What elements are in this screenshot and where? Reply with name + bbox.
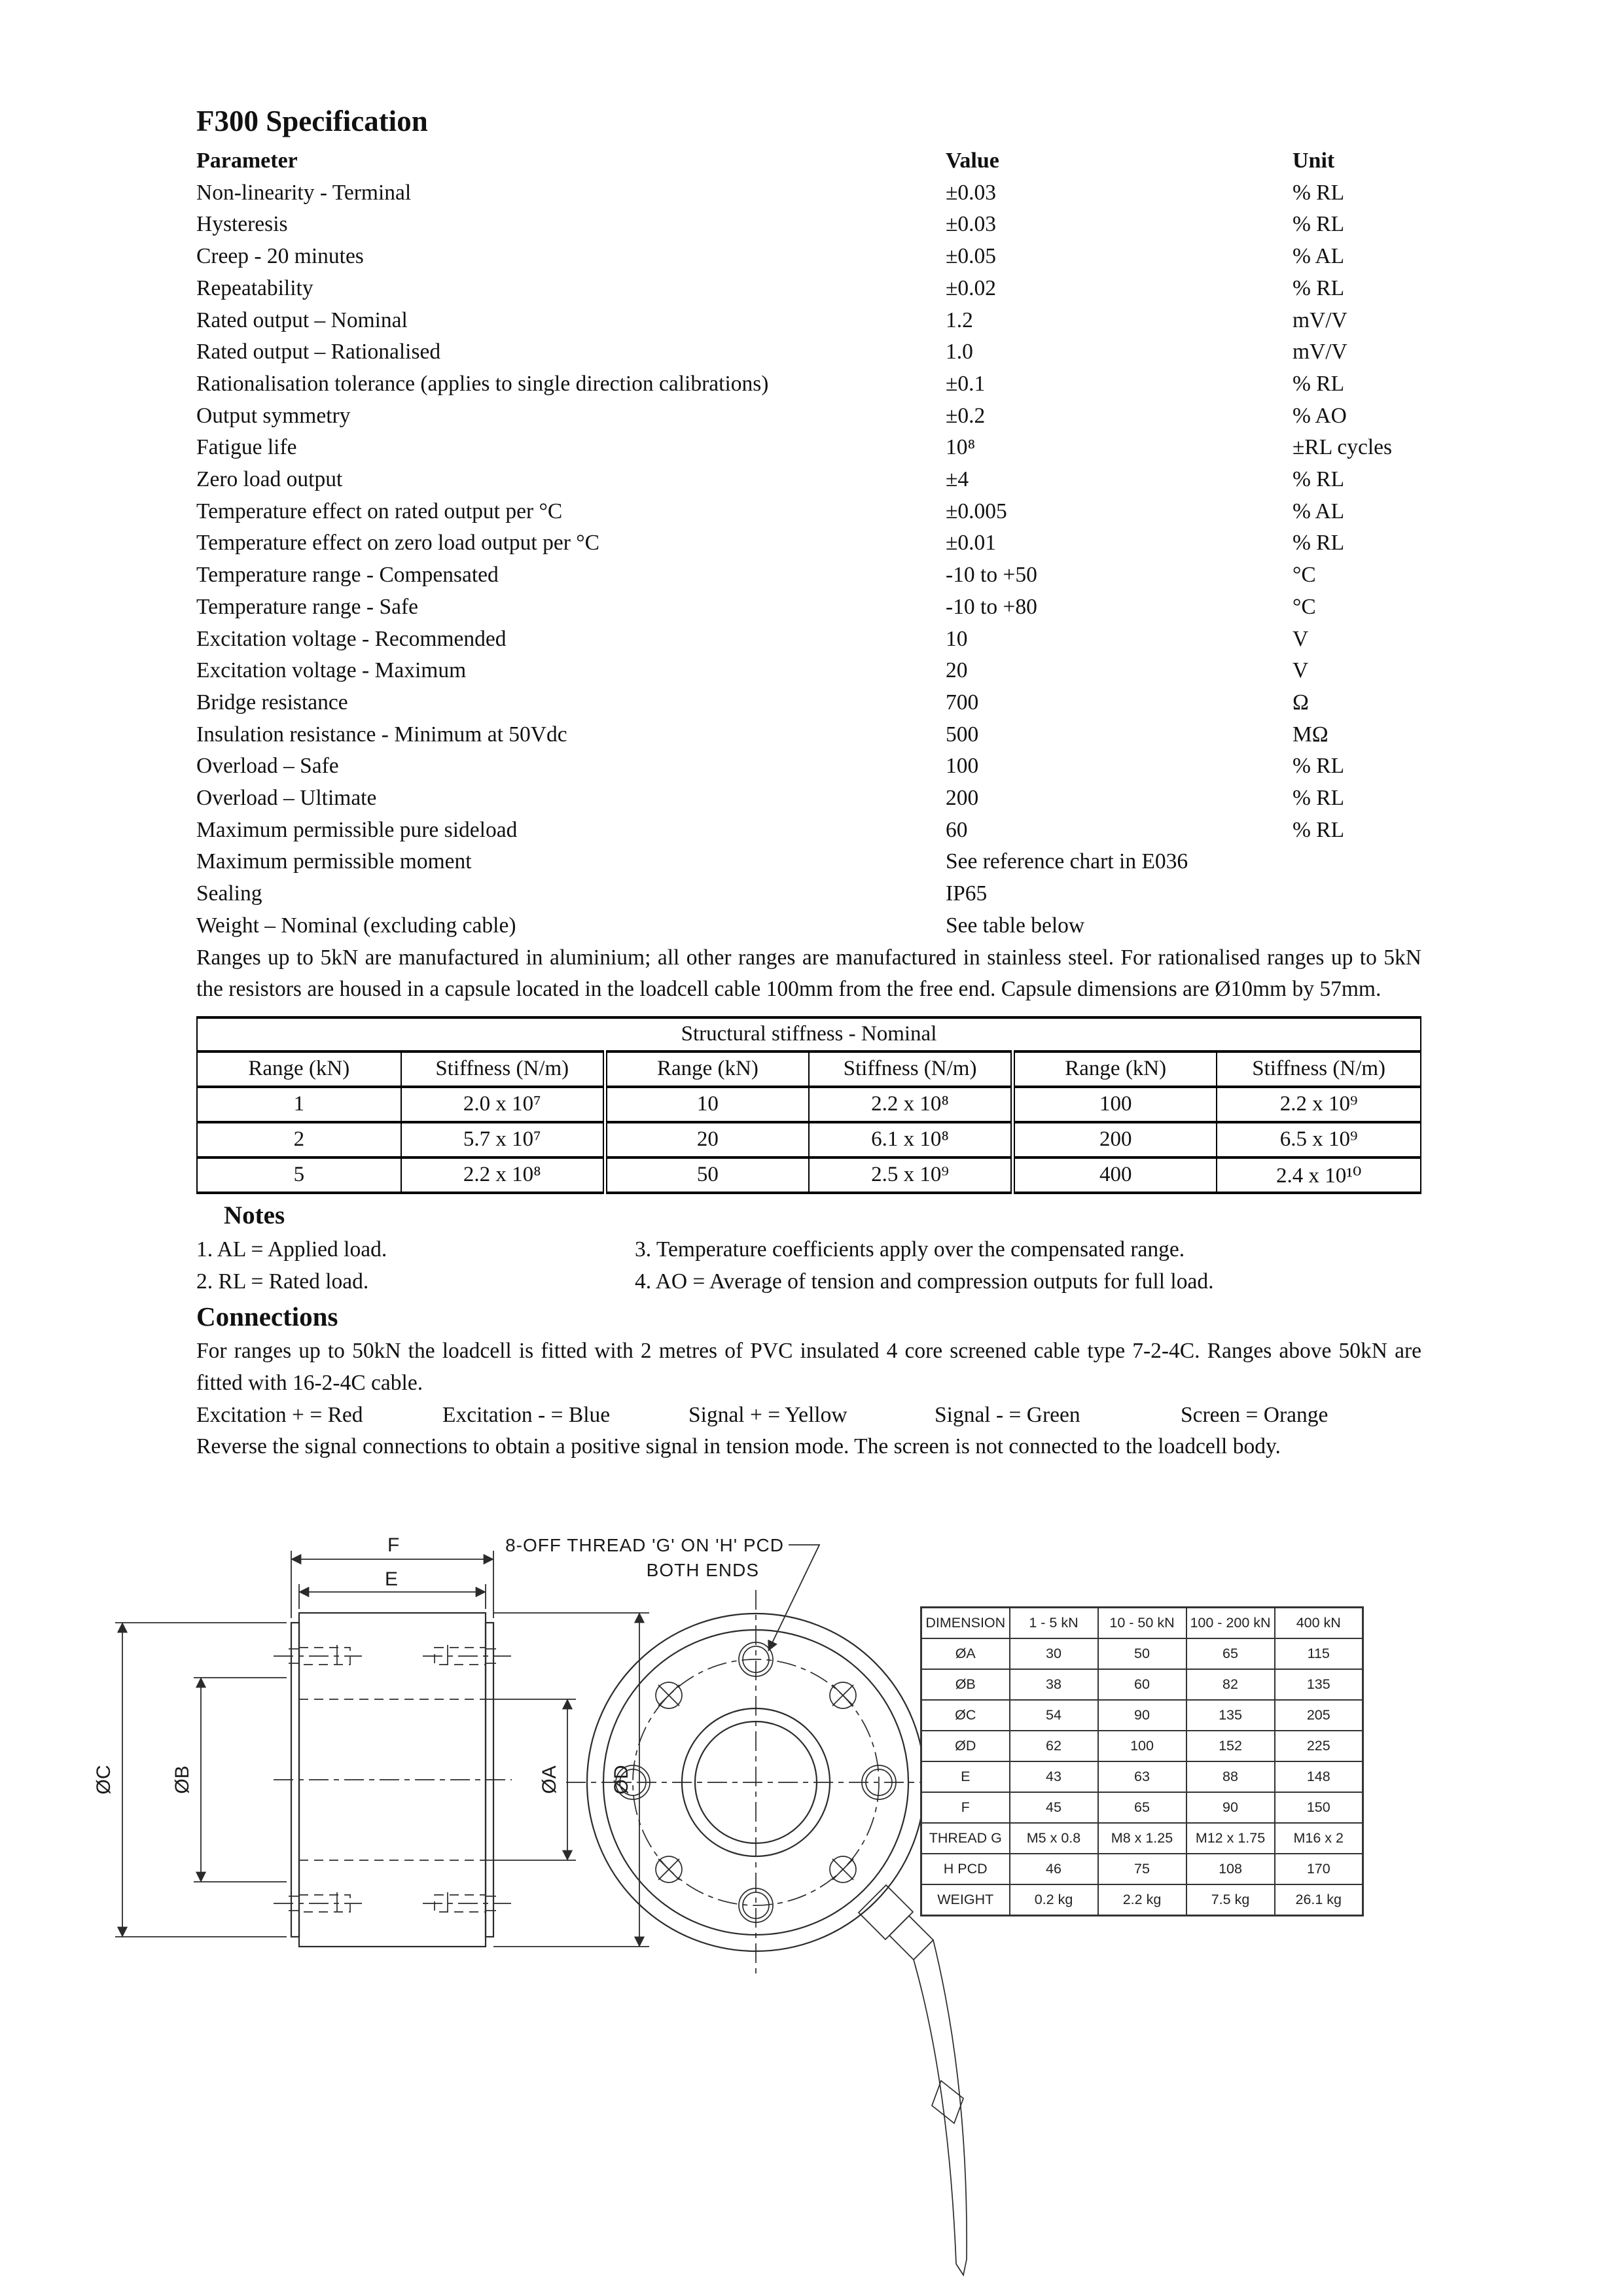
dimension-header-cell: 100 - 200 kN [1186, 1608, 1275, 1639]
stiffness-cell: 10 [605, 1087, 809, 1122]
spec-unit: % RL [1293, 817, 1345, 842]
note-item: 4. AO = Average of tension and compression outputs for full load. [635, 1269, 1214, 1294]
front-view [505, 1535, 967, 2275]
spec-value: -10 to +50 [946, 563, 1037, 588]
spec-row [196, 432, 1421, 464]
spec-unit: V [1293, 626, 1309, 651]
dimension-data-row [921, 1700, 1363, 1731]
spec-row [196, 783, 1421, 815]
dimension-cell: 26.1 kg [1275, 1884, 1363, 1916]
dimension-data-row [921, 1669, 1363, 1700]
dimension-cell: THREAD G [921, 1823, 1010, 1854]
stiffness-cell: 2.4 x 10¹⁰ [1217, 1157, 1421, 1193]
spec-parameter: Sealing [196, 881, 262, 906]
spec-value: ±0.03 [946, 180, 997, 205]
dim-label-OA: ØA [539, 1765, 560, 1794]
dimension-cell: F [921, 1792, 1010, 1823]
spec-parameter: Bridge resistance [196, 690, 348, 715]
dimension-data-row [921, 1792, 1363, 1823]
stiffness-header-cell: Stiffness (N/m) [1217, 1051, 1421, 1087]
wiring-item: Signal - = Green [935, 1403, 1080, 1428]
dimension-cell: ØB [921, 1669, 1010, 1700]
dimension-cell: 62 [1010, 1731, 1098, 1761]
note-item: 1. AL = Applied load. [196, 1237, 387, 1262]
spec-row [196, 177, 1421, 209]
spec-parameter: Rationalisation tolerance (applies to single direction calibrations) [196, 371, 769, 396]
stiffness-cell: 5.7 x 10⁷ [401, 1122, 605, 1157]
stiffness-header-cell: Stiffness (N/m) [809, 1051, 1013, 1087]
stiffness-header-cell: Stiffness (N/m) [401, 1051, 605, 1087]
dimension-cell: 148 [1275, 1761, 1363, 1792]
dimension-header-cell: 10 - 50 kN [1098, 1608, 1186, 1639]
dimension-cell: 7.5 kg [1186, 1884, 1275, 1916]
stiffness-header-cell: Range (kN) [605, 1051, 809, 1087]
dimension-data-row [921, 1823, 1363, 1854]
stiffness-cell: 100 [1013, 1087, 1217, 1122]
spec-unit: ±RL cycles [1293, 435, 1393, 460]
wiring-item: Excitation - = Blue [442, 1403, 611, 1428]
spec-unit: V [1293, 658, 1309, 683]
spec-value: 200 [946, 786, 979, 811]
dimension-cell: ØD [921, 1731, 1010, 1761]
spec-unit: mV/V [1293, 340, 1347, 364]
spec-row [196, 719, 1421, 751]
stiffness-cell: 50 [605, 1157, 809, 1193]
spec-parameter: Overload – Ultimate [196, 786, 377, 811]
dimension-cell: WEIGHT [921, 1884, 1010, 1916]
spec-table [196, 145, 1421, 942]
dimension-cell: 225 [1275, 1731, 1363, 1761]
dimension-cell: 65 [1098, 1792, 1186, 1823]
dimension-cell: H PCD [921, 1854, 1010, 1884]
note-item: 3. Temperature coefficients apply over the compensated range. [635, 1237, 1185, 1262]
stiffness-table-title: Structural stiffness - Nominal [197, 1017, 1421, 1051]
spec-parameter: Fatigue life [196, 435, 297, 460]
spec-header-unit: Unit [1293, 149, 1335, 173]
stiffness-data-row [197, 1157, 1421, 1193]
dimension-cell: 0.2 kg [1010, 1884, 1098, 1916]
spec-unit: % RL [1293, 531, 1345, 556]
stiffness-cell: 2.2 x 10⁸ [809, 1087, 1013, 1122]
spec-value: 1.0 [946, 340, 973, 364]
spec-unit [1293, 910, 1421, 942]
spec-row [196, 624, 1421, 656]
dimension-cell: 50 [1098, 1638, 1186, 1669]
spec-value: ±0.1 [946, 371, 986, 396]
dimension-header-row [921, 1608, 1363, 1639]
connections-heading: Connections [196, 1301, 338, 1332]
dimension-cell: 90 [1186, 1792, 1275, 1823]
page-title: F300 Specification [196, 105, 428, 137]
spec-parameter: Overload – Safe [196, 754, 339, 779]
stiffness-cell: 6.1 x 10⁸ [809, 1122, 1013, 1157]
spec-row [196, 751, 1421, 783]
spec-unit: % RL [1293, 275, 1345, 300]
dimension-cell: 45 [1010, 1792, 1098, 1823]
spec-value: 1.2 [946, 308, 973, 332]
spec-header-parameter: Parameter [196, 149, 298, 173]
dimension-cell: 150 [1275, 1792, 1363, 1823]
spec-row [196, 592, 1421, 624]
spec-row [196, 846, 1421, 878]
stiffness-table [196, 1016, 1421, 1194]
spec-parameter: Temperature range - Compensated [196, 563, 499, 588]
spec-parameter: Rated output – Rationalised [196, 340, 441, 364]
dimension-cell: M16 x 2 [1275, 1823, 1363, 1854]
spec-parameter: Creep - 20 minutes [196, 244, 364, 269]
stiffness-cell: 200 [1013, 1122, 1217, 1157]
spec-unit: °C [1293, 594, 1316, 619]
thread-callout-line1: 8-OFF THREAD 'G' ON 'H' PCD [505, 1535, 784, 1555]
dimension-cell: 30 [1010, 1638, 1098, 1669]
spec-row [196, 305, 1421, 337]
spec-unit: % RL [1293, 786, 1345, 811]
dimension-cell: 43 [1010, 1761, 1098, 1792]
wiring-item: Excitation + = Red [196, 1403, 363, 1428]
dimension-data-row [921, 1731, 1363, 1761]
spec-row [196, 559, 1421, 592]
spec-parameter: Temperature range - Safe [196, 594, 418, 619]
stiffness-title-row [197, 1017, 1421, 1051]
spec-row [196, 878, 1421, 910]
spec-row [196, 209, 1421, 241]
spec-parameter: Zero load output [196, 467, 343, 492]
stiffness-cell: 2 [197, 1122, 401, 1157]
spec-unit: % RL [1293, 371, 1345, 396]
spec-value: 500 [946, 722, 979, 747]
spec-parameter: Excitation voltage - Maximum [196, 658, 467, 683]
dimension-cell: E [921, 1761, 1010, 1792]
stiffness-data-row [197, 1087, 1421, 1122]
spec-row [196, 464, 1421, 496]
dimension-cell: 108 [1186, 1854, 1275, 1884]
spec-row [196, 368, 1421, 400]
dimension-cell: M12 x 1.75 [1186, 1823, 1275, 1854]
note-item: 2. RL = Rated load. [196, 1269, 369, 1294]
spec-value: ±0.005 [946, 499, 1007, 523]
spec-row [196, 400, 1421, 433]
dimension-cell: ØA [921, 1638, 1010, 1669]
wiring-color-code-line [196, 1399, 1421, 1431]
spec-header-row [196, 145, 1421, 177]
side-view [93, 1534, 649, 1947]
spec-unit: % RL [1293, 180, 1345, 205]
spec-value: -10 to +80 [946, 594, 1037, 619]
dimension-cell: 135 [1275, 1669, 1363, 1700]
dimension-cell: 100 [1098, 1731, 1186, 1761]
stiffness-cell: 1 [197, 1087, 401, 1122]
spec-parameter: Hysteresis [196, 212, 288, 237]
dimension-cell: 205 [1275, 1700, 1363, 1731]
dimension-cell: 135 [1186, 1700, 1275, 1731]
spec-unit: % AL [1293, 499, 1345, 523]
dimension-cell: 82 [1186, 1669, 1275, 1700]
spec-row [196, 687, 1421, 719]
dimension-data-row [921, 1854, 1363, 1884]
spec-value: ±0.02 [946, 275, 997, 300]
spec-header-value: Value [946, 149, 999, 173]
spec-unit: MΩ [1293, 722, 1329, 747]
spec-parameter: Excitation voltage - Recommended [196, 626, 507, 651]
notes-column-right [635, 1233, 1421, 1298]
spec-row [196, 241, 1421, 273]
spec-unit: °C [1293, 563, 1316, 588]
dimension-cell: ØC [921, 1700, 1010, 1731]
spec-value: See table below [946, 913, 1085, 938]
dimension-cell: 2.2 kg [1098, 1884, 1186, 1916]
spec-value: 10⁸ [946, 435, 976, 460]
spec-row [196, 910, 1421, 942]
content-column [196, 105, 1421, 1463]
wiring-item: Screen = Orange [1181, 1403, 1329, 1428]
spec-value: 10 [946, 626, 968, 651]
stiffness-cell: 2.5 x 10⁹ [809, 1157, 1013, 1193]
spec-parameter: Non-linearity - Terminal [196, 180, 412, 205]
dimension-cell: M8 x 1.25 [1098, 1823, 1186, 1854]
dim-label-OD: ØD [611, 1765, 632, 1795]
stiffness-cell: 400 [1013, 1157, 1217, 1193]
spec-parameter: Maximum permissible moment [196, 849, 472, 874]
spec-value: 100 [946, 754, 979, 779]
stiffness-data-row [197, 1122, 1421, 1157]
spec-unit: % AO [1293, 403, 1347, 428]
spec-row [196, 496, 1421, 528]
dimension-cell: 63 [1098, 1761, 1186, 1792]
stiffness-cell: 2.0 x 10⁷ [401, 1087, 605, 1122]
dimension-cell: M5 x 0.8 [1010, 1823, 1098, 1854]
spec-value: IP65 [946, 881, 988, 906]
spec-parameter: Maximum permissible pure sideload [196, 817, 518, 842]
dimension-cell: 46 [1010, 1854, 1098, 1884]
spec-value: ±4 [946, 467, 969, 492]
spec-parameter: Repeatability [196, 275, 313, 300]
spec-parameter: Insulation resistance - Minimum at 50Vdc [196, 722, 567, 747]
spec-value: ±0.01 [946, 531, 997, 556]
stiffness-cell: 2.2 x 10⁹ [1217, 1087, 1421, 1122]
spec-row [196, 655, 1421, 687]
spec-parameter: Output symmetry [196, 403, 351, 428]
stiffness-cell: 5 [197, 1157, 401, 1193]
spec-value: 700 [946, 690, 979, 715]
dimension-table [920, 1606, 1364, 1916]
dimension-data-row [921, 1884, 1363, 1916]
dimension-cell: 115 [1275, 1638, 1363, 1669]
spec-row [196, 336, 1421, 368]
dim-label-F: F [387, 1534, 400, 1556]
spec-unit: % AL [1293, 244, 1345, 269]
spec-unit: mV/V [1293, 308, 1347, 332]
spec-value: ±0.03 [946, 212, 997, 237]
spec-row [196, 527, 1421, 559]
connections-paragraph-2: Reverse the signal connections to obtain a positive signal in tension mode. The screen is not connected to the loadcell body. [196, 1434, 1281, 1459]
stiffness-header-cell: Range (kN) [1013, 1051, 1217, 1087]
spec-parameter: Temperature effect on zero load output per °C [196, 531, 599, 556]
spec-value: ±0.2 [946, 403, 986, 428]
spec-parameter: Rated output – Nominal [196, 308, 408, 332]
spec-row [196, 815, 1421, 847]
notes-heading: Notes [224, 1201, 285, 1229]
dim-label-E: E [385, 1568, 399, 1590]
spec-unit: % RL [1293, 754, 1345, 779]
dimension-data-row [921, 1761, 1363, 1792]
dimension-header-cell: DIMENSION [921, 1608, 1010, 1639]
dimension-header-cell: 1 - 5 kN [1010, 1608, 1098, 1639]
spec-parameter: Weight – Nominal (excluding cable) [196, 913, 516, 938]
materials-note: Ranges up to 5kN are manufactured in aluminium; all other ranges are manufactured in stainless steel. For rationalised ranges up to 5kN the resistors are housed in a capsule located in the loadcell cable 100mm from the free end. Capsule dimensions are Ø10mm by 57mm. [196, 945, 1421, 1002]
dimension-cell: 65 [1186, 1638, 1275, 1669]
spec-unit: Ω [1293, 690, 1309, 715]
dimension-cell: 75 [1098, 1854, 1186, 1884]
spec-unit: % RL [1293, 212, 1345, 237]
notes-column-left [196, 1233, 635, 1298]
dimension-data-row [921, 1638, 1363, 1669]
spec-value: 60 [946, 817, 968, 842]
dim-label-OB: ØB [171, 1765, 193, 1794]
spec-unit [1293, 878, 1421, 910]
spec-value: See reference chart in E036 [946, 849, 1188, 874]
dimension-header-cell: 400 kN [1275, 1608, 1363, 1639]
stiffness-header-row [197, 1051, 1421, 1087]
dim-label-OC: ØC [93, 1765, 115, 1795]
dimension-cell: 152 [1186, 1731, 1275, 1761]
spec-value: ±0.05 [946, 244, 997, 269]
stiffness-cell: 2.2 x 10⁸ [401, 1157, 605, 1193]
spec-value: 20 [946, 658, 968, 683]
dimension-cell: 90 [1098, 1700, 1186, 1731]
cable [859, 1885, 967, 2275]
stiffness-header-cell: Range (kN) [197, 1051, 401, 1087]
wiring-item: Signal + = Yellow [688, 1403, 847, 1428]
dimension-cell: 88 [1186, 1761, 1275, 1792]
dimension-cell: 54 [1010, 1700, 1098, 1731]
dimension-cell: 38 [1010, 1669, 1098, 1700]
connections-paragraph-1: For ranges up to 50kN the loadcell is fitted with 2 metres of PVC insulated 4 core screened cable type 7-2-4C. Ranges above 50kN are fitted with 16-2-4C cable. [196, 1338, 1421, 1395]
spec-unit [1293, 846, 1421, 878]
dimension-cell: 170 [1275, 1854, 1363, 1884]
spec-row [196, 273, 1421, 305]
spec-unit: % RL [1293, 467, 1345, 492]
spec-parameter: Temperature effect on rated output per °C [196, 499, 563, 523]
thread-callout-line2: BOTH ENDS [646, 1560, 759, 1580]
notes-list [196, 1233, 1421, 1298]
stiffness-cell: 6.5 x 10⁹ [1217, 1122, 1421, 1157]
dimension-cell: 60 [1098, 1669, 1186, 1700]
stiffness-cell: 20 [605, 1122, 809, 1157]
